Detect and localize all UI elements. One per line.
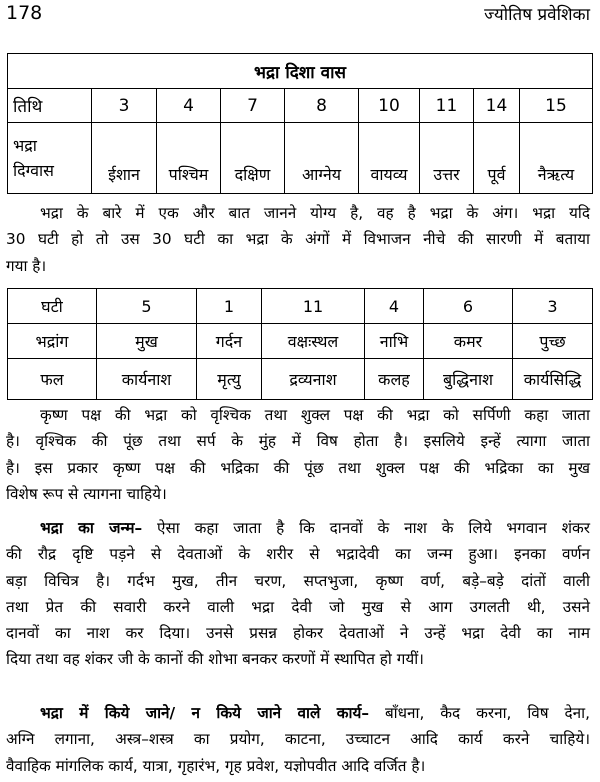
text-line: की रौद्र दृष्टि पड़ने से देवताओं के शरीर से भद्रादेवी का जन्म हुआ। इनका वर्णन bbox=[6, 545, 590, 564]
bhadra-anga-table bbox=[7, 288, 593, 400]
table-cell: वक्षःस्थल bbox=[262, 324, 365, 359]
table-cell: नैऋत्य bbox=[520, 123, 593, 194]
text-line: बड़ा विचित्र है। गर्दभ मुख, तीन चरण, सप्तभुजा, कृष्ण वर्ण, बड़े–बड़े दांतों वाली bbox=[6, 571, 590, 590]
text-line: 30 घटी हो तो उस 30 घटी का भद्रा के अंगों में विभाजन नीचे की सारणी में बताया bbox=[6, 230, 590, 249]
section-heading: भद्रा में किये जाने/ न किये जाने वाले कार्य– bbox=[40, 704, 370, 722]
paragraph-bhadra-karya bbox=[6, 700, 590, 779]
table-cell: द्रव्यनाश bbox=[262, 359, 365, 400]
table-cell: कार्यनाश bbox=[97, 359, 197, 400]
table-cell: 14 bbox=[474, 89, 520, 123]
bhadra-direction-table bbox=[7, 53, 593, 194]
table-cell: दक्षिण bbox=[221, 123, 285, 194]
page-header bbox=[6, 2, 590, 28]
table-row bbox=[8, 324, 593, 359]
table-row bbox=[8, 123, 593, 194]
text-line: है। इस प्रकार कृष्ण पक्ष की भद्रिका की पूंछ तथा शुक्ल पक्ष की भद्रिका का मुख bbox=[6, 458, 590, 477]
table-cell: 8 bbox=[285, 89, 359, 123]
table-cell: 7 bbox=[221, 89, 285, 123]
row-label-tithi: तिथि bbox=[8, 89, 92, 123]
table-cell: 6 bbox=[424, 289, 513, 324]
text-line: विशेष रूप से त्यागना चाहिये। bbox=[6, 484, 167, 503]
row-label-bhadranga: भद्रांग bbox=[8, 324, 97, 359]
table-cell: ईशान bbox=[92, 123, 157, 194]
table-cell: पश्चिम bbox=[157, 123, 221, 194]
table-cell: 1 bbox=[197, 289, 262, 324]
table-cell: कमर bbox=[424, 324, 513, 359]
table-cell: उत्तर bbox=[420, 123, 474, 194]
table-title: भद्रा दिशा वास bbox=[8, 54, 593, 89]
row-label-ghati: घटी bbox=[8, 289, 97, 324]
table-cell: 5 bbox=[97, 289, 197, 324]
table-cell: कलह bbox=[365, 359, 424, 400]
paragraph-bhadra-anga bbox=[6, 200, 590, 279]
row-label-phal: फल bbox=[8, 359, 97, 400]
table-cell: 4 bbox=[157, 89, 221, 123]
paragraph-vrishchik-sarpini bbox=[6, 402, 590, 507]
section-heading: भद्रा का जन्म– bbox=[40, 519, 143, 537]
table-cell: पुच्छ bbox=[513, 324, 593, 359]
text-line: भद्रा का जन्म– ऐसा कहा जाता है कि दानवों के नाश के लिये भगवान शंकर bbox=[40, 519, 590, 537]
table-cell: 4 bbox=[365, 289, 424, 324]
table-cell: 11 bbox=[262, 289, 365, 324]
table-row bbox=[8, 359, 593, 400]
text-line: है। वृश्चिक की पूंछ तथा सर्प के मुंह में विष होता है। इसलिये इन्हें त्यागा जाता bbox=[6, 432, 590, 451]
table-cell: नाभि bbox=[365, 324, 424, 359]
text-line: वैवाहिक मांगलिक कार्य, यात्रा, गृहारंभ, गृह प्रवेश, यज्ञोपवीत आदि वर्जित है। bbox=[6, 756, 426, 775]
table-cell: मुख bbox=[97, 324, 197, 359]
text-line: अग्नि लगाना, अस्त्र–शस्त्र का प्रयोग, काटना, उच्चाटन आदि कार्य करने चाहिये। bbox=[6, 730, 590, 749]
table-cell: गर्दन bbox=[197, 324, 262, 359]
text-line: तथा प्रेत की सवारी करने वाली भद्रा देवी जो मुख से आग उगलती थी, उसने bbox=[6, 597, 590, 616]
text-line: गया है। bbox=[6, 256, 47, 275]
text-line: भद्रा के बारे में एक और बात जानने योग्य है, वह है भद्रा के अंग। भद्रा यदि bbox=[40, 204, 590, 222]
table-cell: 3 bbox=[513, 289, 593, 324]
text-line: भद्रा में किये जाने/ न किये जाने वाले कार्य– बाँधना, कैद करना, विष देना, bbox=[40, 704, 590, 722]
running-title: ज्योतिष प्रवेशिका bbox=[484, 5, 590, 25]
table-cell: 15 bbox=[520, 89, 593, 123]
table-cell: पूर्व bbox=[474, 123, 520, 194]
table-cell: 10 bbox=[359, 89, 420, 123]
row-label-line: भद्रा bbox=[13, 136, 37, 155]
page-number: 178 bbox=[6, 2, 43, 24]
table-cell: वायव्य bbox=[359, 123, 420, 194]
paragraph-bhadra-birth bbox=[6, 515, 590, 673]
table-cell: कार्यसिद्धि bbox=[513, 359, 593, 400]
row-label-digvas bbox=[8, 123, 92, 194]
text-line: दानवों का नाश कर दिया। उनसे प्रसन्न होकर देवताओं ने उन्हें भद्रा देवी का नाम bbox=[6, 624, 590, 643]
text-line: दिया तथा वह शंकर जी के कानों की शोभा बनकर करणों में स्थापित हो गयीं। bbox=[6, 650, 424, 669]
table-cell: 3 bbox=[92, 89, 157, 123]
table-row bbox=[8, 289, 593, 324]
table-cell: 11 bbox=[420, 89, 474, 123]
text-line: कृष्ण पक्ष की भद्रा को वृश्चिक तथा शुक्ल पक्ष की भद्रा को सर्पिणी कहा जाता bbox=[40, 406, 590, 424]
table-cell: आग्नेय bbox=[285, 123, 359, 194]
table-cell: मृत्यु bbox=[197, 359, 262, 400]
table-cell: बुद्धिनाश bbox=[424, 359, 513, 400]
table-row bbox=[8, 89, 593, 123]
row-label-line: दिग्वास bbox=[13, 161, 54, 180]
